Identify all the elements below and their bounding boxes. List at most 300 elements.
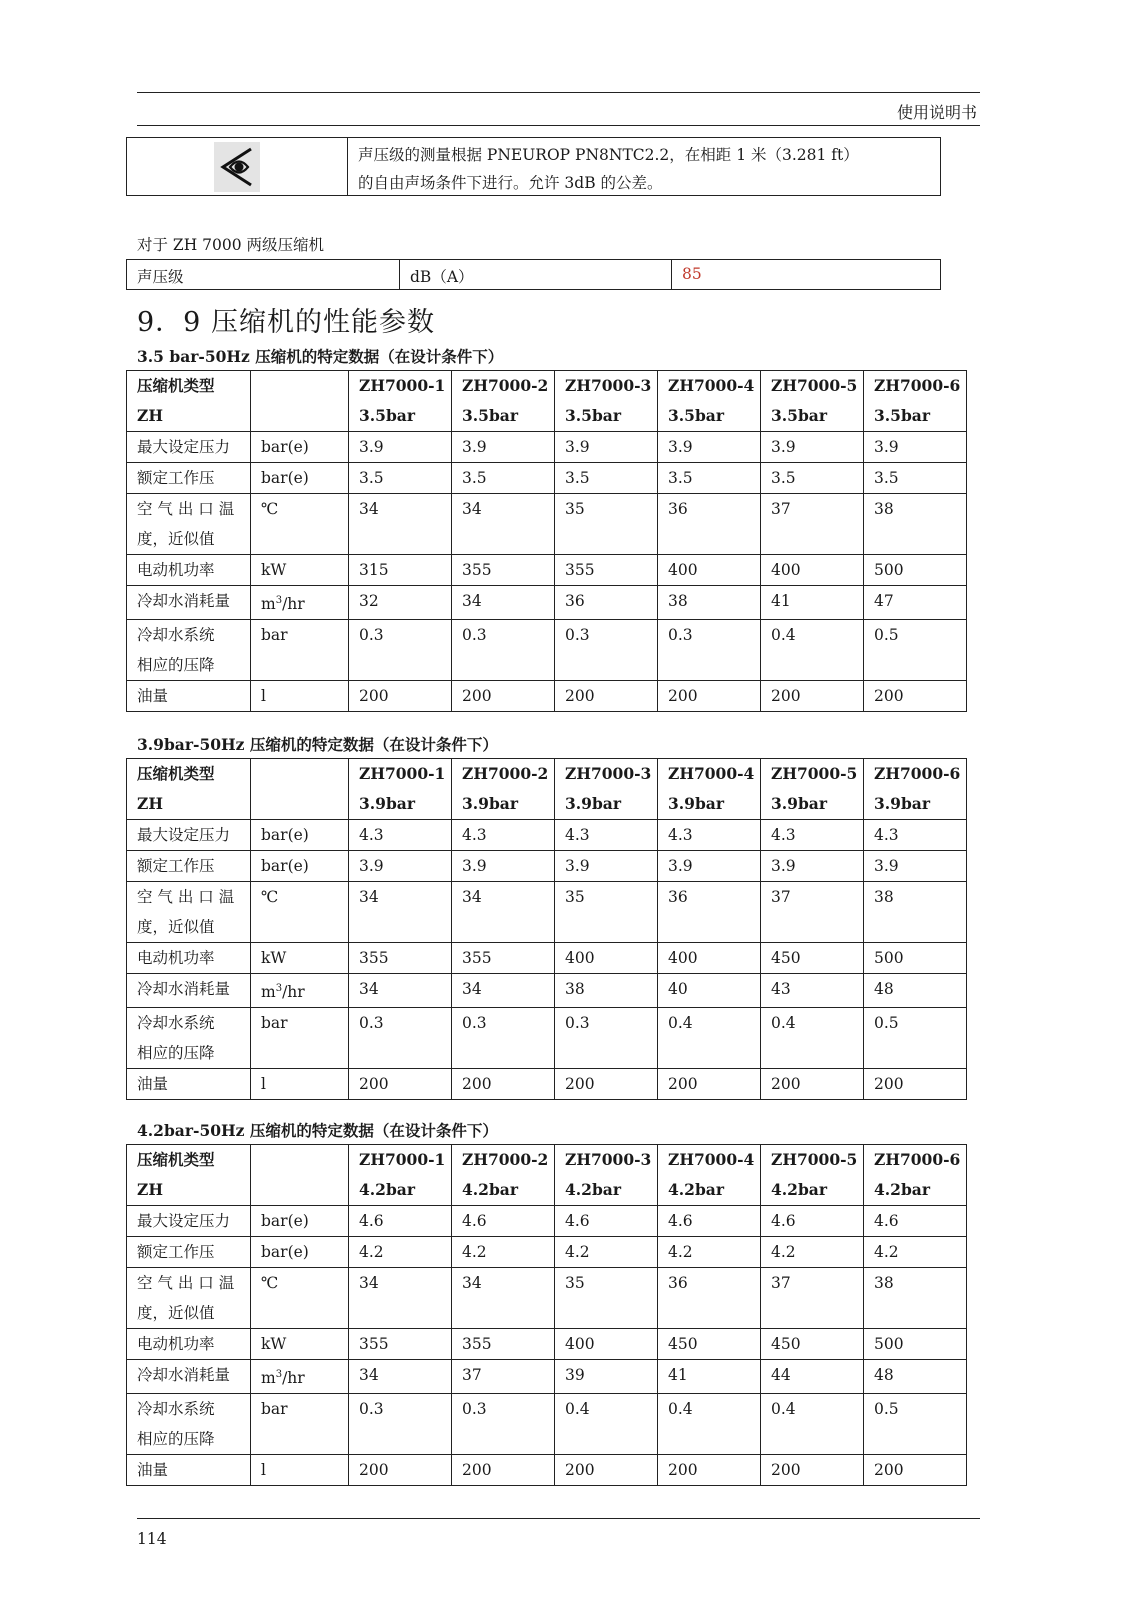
model-name: ZH7000-5 [771,376,858,395]
row-unit-cell [251,1206,349,1237]
value-cell: 34 [349,974,452,1008]
value-cell: 34 [452,586,555,620]
model-pressure: 4.2bar [565,1180,622,1199]
model-name: ZH7000-2 [462,1150,549,1169]
value-cell: 200 [452,1069,555,1100]
unit-text: bar [261,626,288,645]
note-box [126,137,941,196]
unit-text: bar(e) [261,469,309,487]
row-unit-cell [251,1360,349,1394]
header-type-label: 压缩机类型 [137,376,215,395]
table-row [127,820,967,851]
row-label-cell [127,1206,251,1237]
table-row [127,432,967,463]
row-unit-cell [251,851,349,882]
unit-text: bar(e) [261,826,309,844]
value-cell: 41 [658,1360,761,1394]
value-cell: 32 [349,586,452,620]
spec-table [126,370,967,712]
value-cell: 0.3 [555,620,658,681]
value-cell: 36 [658,494,761,555]
value-cell: 4.6 [555,1206,658,1237]
value-cell: 200 [658,1069,761,1100]
table-row [127,1008,967,1069]
row-label-cell [127,1008,251,1069]
unit-text: bar(e) [261,1243,309,1261]
model-pressure: 3.9bar [359,794,416,813]
row-label: 额定工作压 [137,469,215,487]
model-header-cell [452,759,555,820]
row-unit-cell [251,1394,349,1455]
unit-superscript: 3 [275,1369,283,1380]
model-name: ZH7000-1 [359,1150,446,1169]
row-unit-cell [251,1008,349,1069]
value-cell: 500 [864,555,967,586]
value-cell: 4.3 [761,820,864,851]
note-icon-cell [127,138,348,195]
value-cell: 4.3 [555,820,658,851]
header-cell-type [127,759,251,820]
note-text [348,138,869,195]
value-cell: 47 [864,586,967,620]
value-cell: 3.9 [658,432,761,463]
row-label-cell [127,681,251,712]
value-cell: 37 [452,1360,555,1394]
model-name: ZH7000-5 [771,764,858,783]
value-cell: 400 [658,943,761,974]
unit-text: kW [261,1335,287,1353]
value-cell: 3.9 [761,851,864,882]
value-cell: 48 [864,974,967,1008]
row-label: 冷却水消耗量 [137,1366,231,1384]
header-cell-type [127,1145,251,1206]
unit-text: m [261,595,276,614]
value-cell: 4.2 [452,1237,555,1268]
value-cell: 0.3 [452,1394,555,1455]
model-name: ZH7000-2 [462,764,549,783]
row-label: 冷却水系统 [137,1400,215,1419]
value-cell: 450 [761,1329,864,1360]
model-pressure: 3.5bar [359,406,416,425]
model-pressure: 3.5bar [668,406,725,425]
header-cell-type [127,371,251,432]
page-number: 114 [137,1530,167,1548]
header-cell-unit [251,1145,349,1206]
row-label-cell [127,1360,251,1394]
sound-pressure-table [126,259,941,290]
row-label: 空 气 出 口 温 [137,888,235,906]
value-cell: 200 [864,1455,967,1486]
model-name: ZH7000-3 [565,376,652,395]
unit-text: bar [261,1400,288,1419]
header-cell-unit [251,759,349,820]
header-cell-unit [251,371,349,432]
unit-text: m [261,983,276,1002]
value-cell: 0.3 [349,1394,452,1455]
value-cell: 37 [761,494,864,555]
model-name: ZH7000-5 [771,1150,858,1169]
model-header-cell [658,371,761,432]
unit-text: bar(e) [261,438,309,456]
value-cell: 315 [349,555,452,586]
row-label: 空 气 出 口 温 [137,500,235,518]
row-label-cell [127,1268,251,1329]
model-name: ZH7000-4 [668,764,755,783]
row-label-continued: 相应的压降 [137,1044,215,1063]
value-cell: 0.5 [864,1008,967,1069]
model-header-cell [452,371,555,432]
value-cell: 36 [658,1268,761,1329]
value-cell: 0.3 [658,620,761,681]
value-cell: 200 [761,681,864,712]
row-label-cell [127,1329,251,1360]
row-unit-cell [251,463,349,494]
row-label-continued: 相应的压降 [137,656,215,675]
value-cell: 200 [349,1455,452,1486]
model-pressure: 3.9bar [874,794,931,813]
model-pressure: 4.2bar [668,1180,725,1199]
row-label-cell [127,1394,251,1455]
value-cell: 3.5 [658,463,761,494]
unit-superscript: 3 [275,983,283,994]
value-cell: 355 [349,943,452,974]
row-label-cell [127,1237,251,1268]
value-cell: 44 [761,1360,864,1394]
value-cell: 0.3 [452,620,555,681]
note-line-1: 声压级的测量根据 PNEUROP PN8NTC2.2，在相距 1 米（3.281 ft） [358,146,859,164]
note-line-2: 的自由声场条件下进行。允许 3dB 的公差。 [358,174,663,192]
value-cell: 34 [349,1360,452,1394]
value-cell: 355 [452,1329,555,1360]
row-label: 冷却水消耗量 [137,980,231,998]
model-header-cell [761,371,864,432]
table-row [127,1268,967,1329]
row-unit-cell [251,943,349,974]
intro-text: 对于 ZH 7000 两级压缩机 [137,236,325,254]
value-cell: 355 [349,1329,452,1360]
model-name: ZH7000-1 [359,376,446,395]
table-header-row [127,371,967,432]
value-cell: 200 [761,1455,864,1486]
table-row [127,974,967,1008]
value-cell: 200 [658,1455,761,1486]
row-label-continued: 相应的压降 [137,1430,215,1449]
table-row [127,463,967,494]
model-header-cell [349,759,452,820]
row-label-cell [127,586,251,620]
row-label: 空 气 出 口 温 [137,1274,235,1292]
table-row [127,681,967,712]
value-cell: 3.9 [658,851,761,882]
value-cell: 38 [864,494,967,555]
model-header-cell [452,1145,555,1206]
value-cell: 3.5 [761,463,864,494]
model-pressure: 4.2bar [359,1180,416,1199]
value-cell: 34 [349,1268,452,1329]
table-row [127,851,967,882]
model-header-cell [658,759,761,820]
unit-text: ℃ [261,500,279,518]
row-label-continued: 度，近似值 [137,918,215,936]
table-row [127,494,967,555]
value-cell: 0.3 [349,620,452,681]
value-cell: 3.9 [555,851,658,882]
row-unit-cell [251,974,349,1008]
footer-rule [137,1518,980,1519]
value-cell: 4.2 [864,1237,967,1268]
row-unit-cell [251,494,349,555]
spec-table [126,1144,967,1486]
table-row [127,586,967,620]
value-cell: 200 [658,681,761,712]
value-cell: 4.3 [349,820,452,851]
value-cell: 41 [761,586,864,620]
value-cell: 40 [658,974,761,1008]
value-cell: 43 [761,974,864,1008]
table-caption: 4.2bar-50Hz 压缩机的特定数据（在设计条件下） [137,1121,498,1140]
unit-text: bar(e) [261,857,309,875]
value-cell: 34 [452,974,555,1008]
value-cell: 200 [555,1069,658,1100]
value-cell: 4.6 [658,1206,761,1237]
model-name: ZH7000-6 [874,376,961,395]
value-cell: 35 [555,1268,658,1329]
row-label: 最大设定压力 [137,826,231,844]
row-label: 电动机功率 [137,1335,215,1353]
value-cell: 0.4 [555,1394,658,1455]
value-cell: 3.5 [864,463,967,494]
row-label: 冷却水消耗量 [137,592,231,610]
value-cell: 0.3 [452,1008,555,1069]
table-row [127,1360,967,1394]
row-unit-cell [251,586,349,620]
model-header-cell [349,1145,452,1206]
value-cell: 200 [452,1455,555,1486]
row-unit-cell [251,1329,349,1360]
table-row [127,1455,967,1486]
value-cell: 34 [349,494,452,555]
unit-text: l [261,687,266,706]
model-name: ZH7000-1 [359,764,446,783]
value-cell: 0.4 [761,1008,864,1069]
value-cell: 4.6 [864,1206,967,1237]
row-label: 最大设定压力 [137,438,231,456]
header-type-label: 压缩机类型 [137,764,215,783]
value-cell: 34 [452,882,555,943]
row-unit-cell [251,620,349,681]
table-header-row [127,759,967,820]
table-caption: 3.5 bar-50Hz 压缩机的特定数据（在设计条件下） [137,347,504,366]
value-cell: 3.9 [864,851,967,882]
row-label: 冷却水系统 [137,1014,215,1033]
unit-text: bar(e) [261,1212,309,1230]
unit-tail: /hr [282,983,305,1002]
row-label-cell [127,851,251,882]
value-cell: 400 [555,943,658,974]
model-name: ZH7000-6 [874,1150,961,1169]
model-pressure: 3.9bar [462,794,519,813]
value-cell: 0.4 [658,1008,761,1069]
model-pressure: 4.2bar [874,1180,931,1199]
model-header-cell [555,1145,658,1206]
unit-text: kW [261,949,287,967]
model-pressure: 3.9bar [565,794,622,813]
value-cell: 3.5 [555,463,658,494]
table-row [127,1394,967,1455]
model-header-cell [761,1145,864,1206]
value-cell: 0.4 [761,620,864,681]
model-pressure: 3.5bar [874,406,931,425]
row-label-cell [127,974,251,1008]
value-cell: 450 [761,943,864,974]
value-cell: 450 [658,1329,761,1360]
value-cell: 4.6 [452,1206,555,1237]
row-label-cell [127,463,251,494]
spl-unit: dB（A） [400,260,672,289]
value-cell: 4.3 [452,820,555,851]
model-pressure: 3.9bar [668,794,725,813]
value-cell: 38 [555,974,658,1008]
value-cell: 37 [761,882,864,943]
section-title: 9．9 压缩机的性能参数 [137,307,435,338]
unit-text: l [261,1461,266,1480]
row-label-cell [127,943,251,974]
value-cell: 355 [555,555,658,586]
row-unit-cell [251,1237,349,1268]
model-pressure: 3.5bar [462,406,519,425]
value-cell: 0.4 [761,1394,864,1455]
row-unit-cell [251,820,349,851]
row-label-continued: 度，近似值 [137,1304,215,1322]
row-label-cell [127,555,251,586]
value-cell: 39 [555,1360,658,1394]
table-row [127,943,967,974]
value-cell: 38 [658,586,761,620]
unit-text: bar [261,1014,288,1033]
table-header-row [127,1145,967,1206]
value-cell: 3.9 [452,432,555,463]
value-cell: 355 [452,943,555,974]
row-unit-cell [251,882,349,943]
spec-table [126,758,967,1100]
row-label: 油量 [137,1075,169,1094]
table-row [127,1206,967,1237]
row-label-cell [127,820,251,851]
value-cell: 3.9 [864,432,967,463]
model-header-cell [864,1145,967,1206]
model-pressure: 4.2bar [771,1180,828,1199]
unit-text: l [261,1075,266,1094]
value-cell: 3.9 [349,432,452,463]
model-header-cell [864,759,967,820]
unit-superscript: 3 [275,595,283,606]
row-unit-cell [251,432,349,463]
row-label: 额定工作压 [137,1243,215,1261]
value-cell: 4.2 [761,1237,864,1268]
value-cell: 4.6 [761,1206,864,1237]
table-row [127,1069,967,1100]
value-cell: 3.5 [349,463,452,494]
value-cell: 3.9 [349,851,452,882]
model-name: ZH7000-2 [462,376,549,395]
table-caption: 3.9bar-50Hz 压缩机的特定数据（在设计条件下） [137,735,498,754]
unit-tail: /hr [282,1369,305,1388]
header-title: 使用说明书 [896,103,977,122]
row-label-continued: 度，近似值 [137,530,215,548]
table-row [127,882,967,943]
row-label: 油量 [137,687,169,706]
row-label-cell [127,494,251,555]
row-label: 冷却水系统 [137,626,215,645]
header-series-label: ZH [137,406,163,425]
value-cell: 400 [761,555,864,586]
value-cell: 34 [452,1268,555,1329]
row-label-cell [127,882,251,943]
model-pressure: 3.9bar [771,794,828,813]
value-cell: 4.3 [864,820,967,851]
spl-label: 声压级 [127,260,400,289]
model-name: ZH7000-6 [874,764,961,783]
value-cell: 200 [555,681,658,712]
table-row [127,555,967,586]
value-cell: 36 [555,586,658,620]
value-cell: 200 [761,1069,864,1100]
row-label: 电动机功率 [137,561,215,579]
value-cell: 200 [555,1455,658,1486]
row-label: 油量 [137,1461,169,1480]
value-cell: 355 [452,555,555,586]
row-label-cell [127,432,251,463]
unit-text: ℃ [261,888,279,906]
row-label-cell [127,620,251,681]
model-pressure: 4.2bar [462,1180,519,1199]
value-cell: 200 [864,681,967,712]
unit-text: ℃ [261,1274,279,1292]
value-cell: 37 [761,1268,864,1329]
row-label-cell [127,1455,251,1486]
unit-text: m [261,1369,276,1388]
value-cell: 200 [864,1069,967,1100]
value-cell: 0.3 [555,1008,658,1069]
value-cell: 35 [555,882,658,943]
value-cell: 200 [349,1069,452,1100]
model-header-cell [864,371,967,432]
table-row [127,620,967,681]
value-cell: 400 [658,555,761,586]
model-name: ZH7000-4 [668,1150,755,1169]
eye-attention-icon [214,142,260,192]
value-cell: 38 [864,1268,967,1329]
header-type-label: 压缩机类型 [137,1150,215,1169]
value-cell: 3.5 [452,463,555,494]
row-unit-cell [251,1069,349,1100]
header-series-label: ZH [137,1180,163,1199]
value-cell: 400 [555,1329,658,1360]
value-cell: 0.5 [864,1394,967,1455]
value-cell: 4.2 [658,1237,761,1268]
value-cell: 500 [864,1329,967,1360]
value-cell: 36 [658,882,761,943]
model-name: ZH7000-3 [565,764,652,783]
header-rule-bottom [137,125,980,126]
value-cell: 4.2 [555,1237,658,1268]
model-name: ZH7000-3 [565,1150,652,1169]
table-row [127,1329,967,1360]
unit-tail: /hr [282,595,305,614]
table-row [127,1237,967,1268]
header-series-label: ZH [137,794,163,813]
value-cell: 3.9 [555,432,658,463]
